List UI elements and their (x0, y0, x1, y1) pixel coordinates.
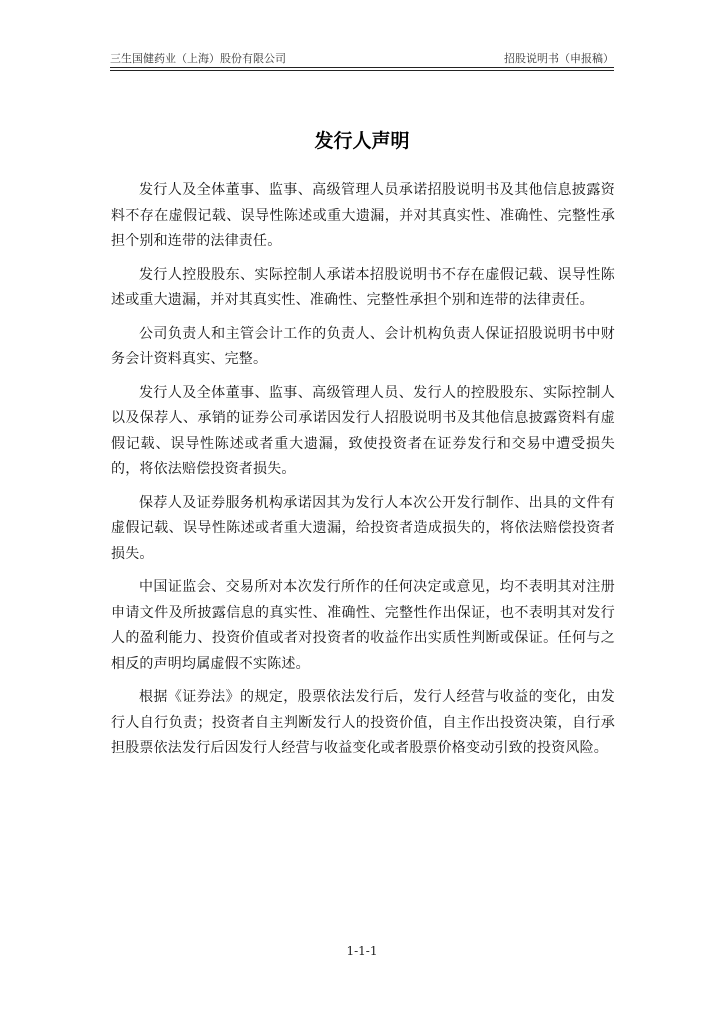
paragraph-7: 根据《证券法》的规定，股票依法发行后，发行人经营与收益的变化，由发行人自行负责；投资者自主判断发行人的投资价值，自主作出投资决策，自行承担股票依法发行后因发行人经营与收益变化或者股票价格变动引致的投资风险。 (111, 689, 615, 756)
paragraph-5: 保荐人及证券服务机构承诺因其为发行人本次公开发行制作、出具的文件有虚假记载、误导性陈述或者重大遗漏，给投资者造成损失的，将依法赔偿投资者损失。 (111, 494, 615, 562)
header-rule (110, 70, 614, 71)
paragraph-4: 发行人及全体董事、监事、高级管理人员、发行人的控股股东、实际控制人以及保荐人、承销的证券公司承诺因发行人招股说明书及其他信息披露资料有虚假记载、误导性陈述或者重大遗漏，致使投资者在证券发行和交易中遭受损失的，将依法赔偿投资者损失。 (111, 384, 615, 477)
header-company-name: 三生国健药业（上海）股份有限公司 (110, 52, 286, 65)
page-number: 1-1-1 (346, 944, 378, 958)
header-rule (110, 67, 614, 68)
paragraph-2: 发行人控股股东、实际控制人承诺本招股说明书不存在虚假记载、误导性陈述或重大遗漏，并对其真实性、准确性、完整性承担个别和连带的法律责任。 (111, 266, 615, 308)
header-document-type: 招股说明书（申报稿） (504, 52, 614, 65)
statement-body (111, 178, 615, 770)
page-title: 发行人声明 (314, 130, 410, 152)
paragraph-1: 发行人及全体董事、监事、高级管理人员承诺招股说明书及其他信息披露资料不存在虚假记载、误导性陈述或重大遗漏，并对其真实性、准确性、完整性承担个别和连带的法律责任。 (111, 182, 615, 249)
paragraph-3: 公司负责人和主管会计工作的负责人、会计机构负责人保证招股说明书中财务会计资料真实、完整。 (111, 325, 615, 367)
paragraph-6: 中国证监会、交易所对本次发行所作的任何决定或意见，均不表明其对注册申请文件及所披露信息的真实性、准确性、完整性作出保证，也不表明其对发行人的盈利能力、投资价值或者对投资者的收益作出实质性判断或保证。任何与之相反的声明均属虚假不实陈述。 (111, 579, 615, 672)
page-header (110, 50, 614, 66)
